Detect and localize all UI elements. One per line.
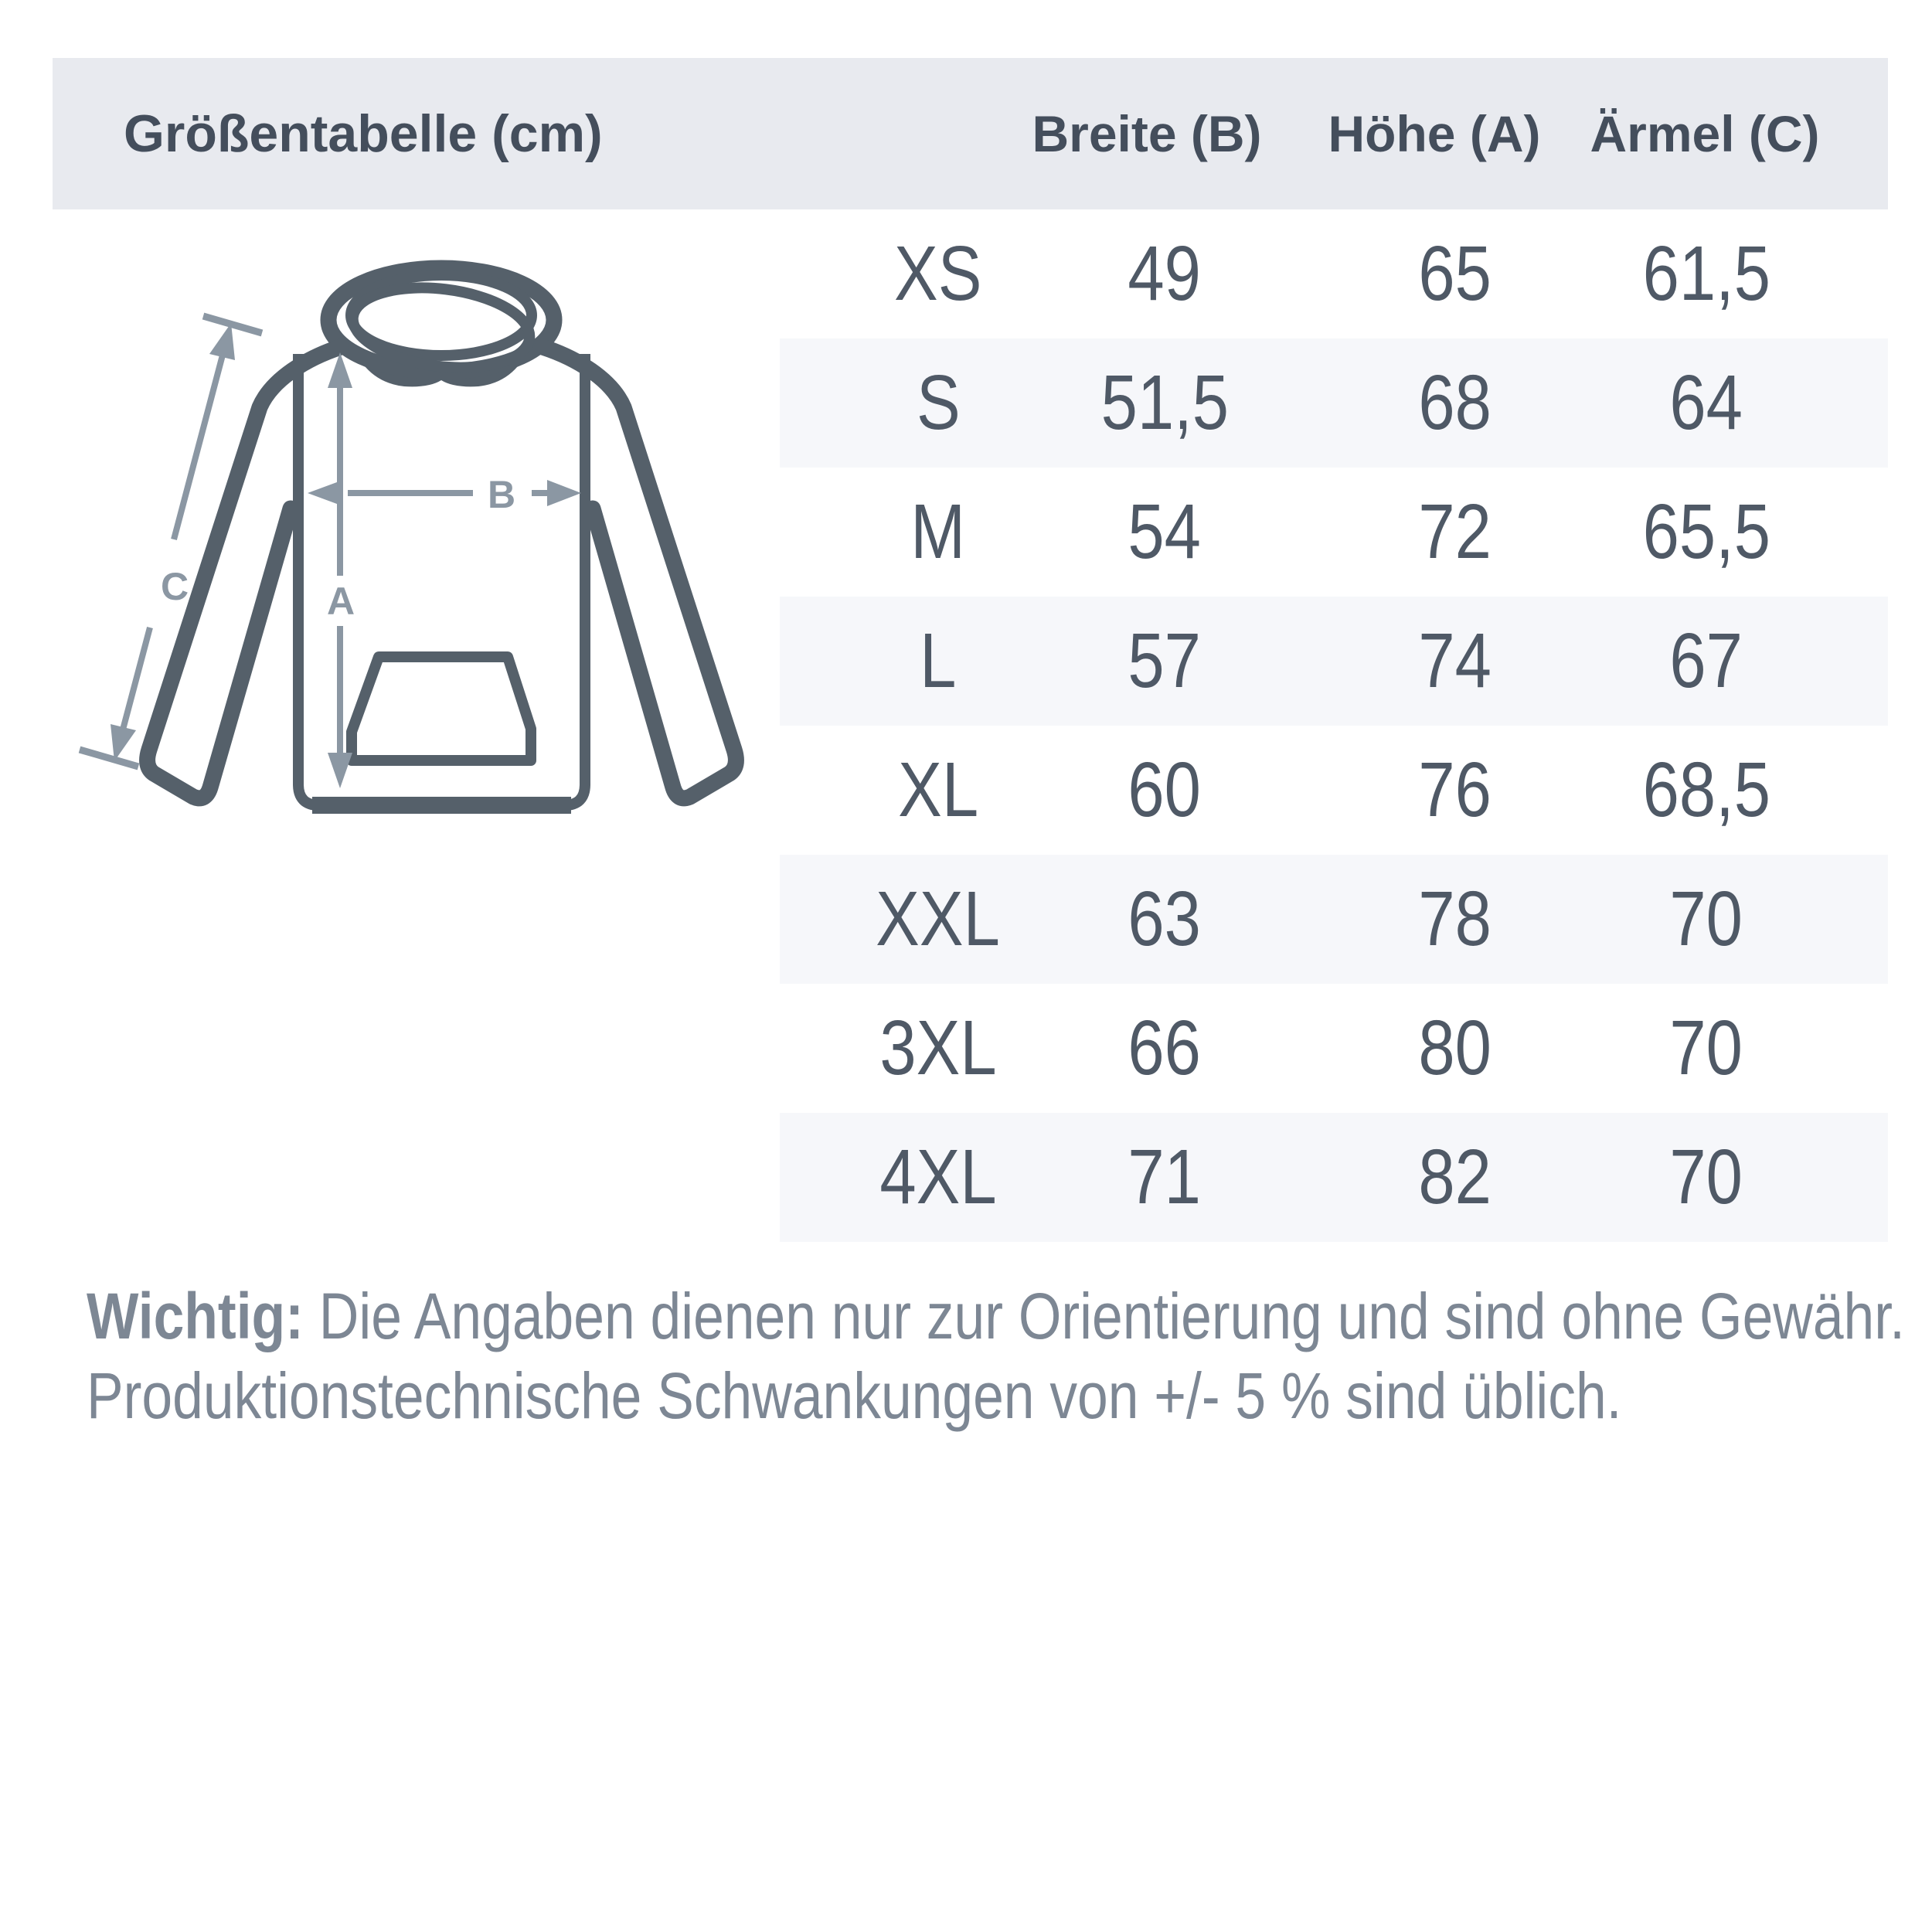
value-column-3 [1575, 209, 1838, 1242]
size-value-cell [1324, 984, 1587, 1113]
right-sleeve-icon [543, 347, 736, 798]
size-label-cell [807, 1113, 1070, 1242]
label-b: B [487, 473, 516, 516]
size-value-cell [1324, 338, 1587, 468]
cell-text: 51,5 [1100, 359, 1229, 446]
size-label-cell [807, 338, 1070, 468]
cell-text: XL [898, 747, 978, 833]
label-a: A [326, 580, 355, 623]
size-value-cell [1033, 597, 1296, 726]
size-value-cell [1575, 468, 1838, 597]
cell-text: 65 [1418, 230, 1492, 317]
cell-text: 72 [1418, 488, 1492, 575]
disclaimer-line-2 [87, 1356, 1910, 1436]
disclaimer-line-1 [87, 1277, 1910, 1356]
cell-text: 70 [1669, 876, 1743, 962]
size-value-cell [1575, 1113, 1838, 1242]
size-value-cell [1575, 726, 1838, 855]
cell-text: 68 [1418, 359, 1492, 446]
cell-text: 60 [1128, 747, 1202, 833]
cell-text: 49 [1128, 230, 1202, 317]
hoodie-outline-drawing [148, 268, 736, 805]
cell-text: 71 [1128, 1134, 1202, 1220]
label-c: C [160, 565, 189, 608]
size-label-cell [807, 855, 1070, 984]
cell-text: 74 [1418, 617, 1492, 704]
cell-text: 64 [1669, 359, 1743, 446]
cell-text: 68,5 [1642, 747, 1770, 833]
size-table-body [780, 209, 1888, 1242]
cell-text: 70 [1669, 1005, 1743, 1091]
disclaimer-line-1-text: Die Angaben dienen nur zur Orientierung und sind ohne Gewähr. [303, 1280, 1905, 1352]
cell-text: XS [894, 230, 982, 317]
cell-text: 65,5 [1642, 488, 1770, 575]
pocket-icon [352, 657, 531, 760]
cell-text: XXL [876, 876, 1001, 962]
cell-text: L [920, 617, 957, 704]
size-value-cell [1324, 726, 1587, 855]
page-title: Größentabelle (cm) [124, 104, 603, 163]
value-column-1 [1033, 209, 1296, 1242]
cell-text: 82 [1418, 1134, 1492, 1220]
cell-text: M [910, 488, 966, 575]
size-value-cell [1324, 597, 1587, 726]
column-header-breite: Breite (B) [1032, 105, 1262, 162]
size-label-cell [807, 468, 1070, 597]
size-value-cell [1575, 984, 1838, 1113]
cell-text: 70 [1669, 1134, 1743, 1220]
cell-text: 61,5 [1642, 230, 1770, 317]
size-value-cell [1033, 209, 1296, 338]
cell-text: S [916, 359, 961, 446]
cell-text: 66 [1128, 1005, 1202, 1091]
size-value-cell [1324, 1113, 1587, 1242]
size-value-cell [1324, 468, 1587, 597]
cell-text: 80 [1418, 1005, 1492, 1091]
size-label-cell [807, 726, 1070, 855]
size-label-cell [807, 597, 1070, 726]
size-value-cell [1575, 209, 1838, 338]
size-value-cell [1033, 984, 1296, 1113]
cell-text: 67 [1669, 617, 1743, 704]
size-value-cell [1324, 209, 1587, 338]
hoodie-measurement-diagram [0, 0, 819, 850]
cell-text: 4XL [879, 1134, 997, 1220]
size-value-cell [1033, 468, 1296, 597]
column-header-hoehe: Höhe (A) [1328, 105, 1541, 162]
size-label-cell [807, 984, 1070, 1113]
size-label-cell [807, 209, 1070, 338]
cell-text: 63 [1128, 876, 1202, 962]
size-value-cell [1575, 855, 1838, 984]
size-value-cell [1324, 855, 1587, 984]
cell-text: 57 [1128, 617, 1202, 704]
size-value-cell [1033, 338, 1296, 468]
size-value-cell [1575, 597, 1838, 726]
value-column-2 [1324, 209, 1587, 1242]
cell-text: 3XL [879, 1005, 997, 1091]
size-value-cell [1575, 338, 1838, 468]
disclaimer-note [87, 1277, 1910, 1436]
cell-text: 76 [1418, 747, 1492, 833]
size-value-cell [1033, 1113, 1296, 1242]
cell-text: 54 [1128, 488, 1202, 575]
disclaimer-lead: Wichtig: [87, 1280, 304, 1352]
size-value-cell [1033, 726, 1296, 855]
size-value-cell [1033, 855, 1296, 984]
width-arrow-b-icon [308, 480, 581, 506]
size-label-column [807, 209, 1070, 1242]
column-header-aermel: Ärmel (C) [1590, 105, 1820, 162]
disclaimer-line-2-text: Produktionstechnische Schwankungen von +/- 5 % sind üblich. [87, 1359, 1622, 1432]
cell-text: 78 [1418, 876, 1492, 962]
height-arrow-a-icon [328, 352, 352, 788]
